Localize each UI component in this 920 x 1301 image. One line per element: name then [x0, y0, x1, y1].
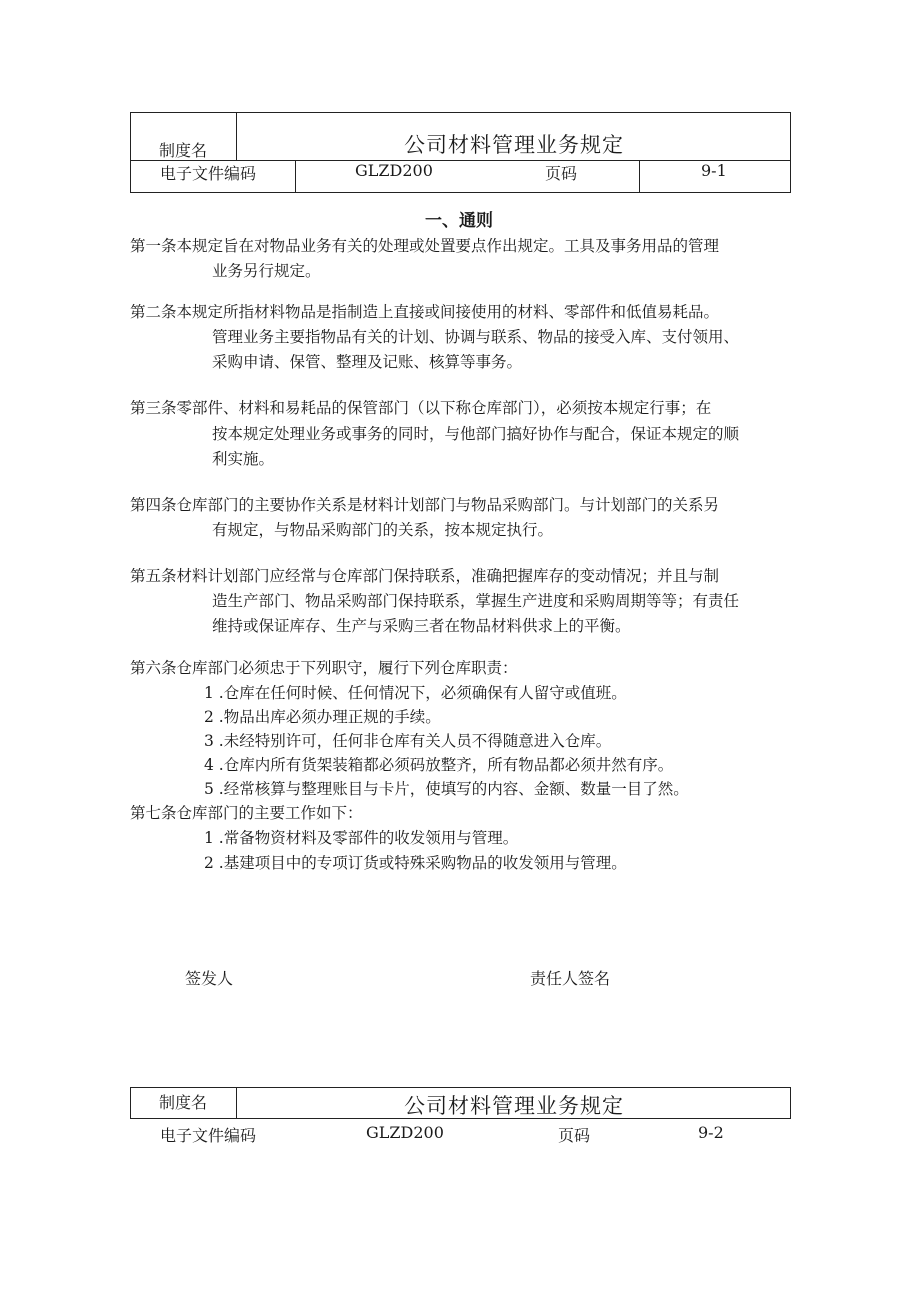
- list-item: 3 .未经特别许可，任何非仓库有关人员不得随意进入仓库。: [204, 732, 612, 750]
- list-item: 1 .仓库在任何时候、任何情况下，必须确保有人留守或值班。: [204, 684, 627, 702]
- list-item: 2 .物品出库必须办理正规的手续。: [204, 708, 441, 726]
- issuer-signature-label: 签发人: [185, 969, 234, 988]
- file-code-label: 电子文件编码: [160, 1126, 257, 1145]
- list-item: 4 .仓库内所有货架装箱都必须码放整齐，所有物品都必须井然有序。: [204, 756, 674, 774]
- article-line: 按本规定处理业务或事务的同时，与他部门搞好协作与配合，保证本规定的顺: [212, 425, 740, 443]
- list-item: 1 .常备物资材料及零部件的收发领用与管理。: [204, 829, 519, 847]
- doc-title: 公司材料管理业务规定: [404, 1094, 624, 1118]
- doc-title: 公司材料管理业务规定: [404, 133, 624, 157]
- file-code-value: GLZD200: [355, 161, 433, 180]
- article-7-intro: 第七条仓库部门的主要工作如下：: [130, 804, 363, 822]
- responsible-signature-label: 责任人签名: [530, 969, 611, 988]
- header-col-divider: [236, 112, 237, 160]
- article-line: 第五条材料计划部门应经常与仓库部门保持联系，准确把握库存的变动情况；并且与制: [130, 567, 720, 585]
- doc-name-label: 制度名: [159, 1093, 208, 1112]
- article-line: 第二条本规定所指材料物品是指制造上直接或间接使用的材料、零部件和低值易耗品。: [130, 303, 720, 321]
- page-label: 页码: [558, 1126, 591, 1145]
- article-line: 有规定，与物品采购部门的关系，按本规定执行。: [212, 521, 554, 539]
- header-col-divider: [236, 1087, 237, 1119]
- page-number: 9-1: [701, 161, 727, 180]
- article-6-intro: 第六条仓库部门必须忠于下列职守，履行下列仓库职责：: [130, 659, 518, 677]
- list-item: 5 .经常核算与整理账目与卡片，使填写的内容、金额、数量一目了然。: [204, 780, 689, 798]
- article-line: 第三条零部件、材料和易耗品的保管部门（以下称仓库部门），必须按本规定行事；在: [130, 399, 712, 417]
- page-number: 9-2: [698, 1123, 724, 1142]
- article-line: 利实施。: [212, 450, 275, 468]
- header-col-divider: [295, 160, 296, 193]
- list-item: 2 .基建项目中的专项订货或特殊采购物品的收发领用与管理。: [204, 854, 627, 872]
- article-line: 采购申请、保管、整理及记账、核算等事务。: [212, 353, 523, 371]
- article-line: 第四条仓库部门的主要协作关系是材料计划部门与物品采购部门。与计划部门的关系另: [130, 496, 720, 514]
- section-title: 一、通则: [425, 211, 493, 231]
- article-line: 维持或保证库存、生产与采购三者在物品材料供求上的平衡。: [212, 617, 631, 635]
- article-line: 造生产部门、物品采购部门保持联系，掌握生产进度和采购周期等等；有责任: [212, 592, 740, 610]
- page-label: 页码: [545, 164, 578, 183]
- article-line: 第一条本规定旨在对物品业务有关的处理或处置要点作出规定。工具及事务用品的管理: [130, 237, 720, 255]
- article-line: 业务另行规定。: [212, 262, 321, 280]
- file-code-value: GLZD200: [366, 1123, 444, 1142]
- doc-name-label: 制度名: [159, 141, 208, 160]
- article-line: 管理业务主要指物品有关的计划、协调与联系、物品的接受入库、支付领用、: [212, 328, 740, 346]
- file-code-label: 电子文件编码: [160, 164, 257, 183]
- header-col-divider: [639, 160, 640, 193]
